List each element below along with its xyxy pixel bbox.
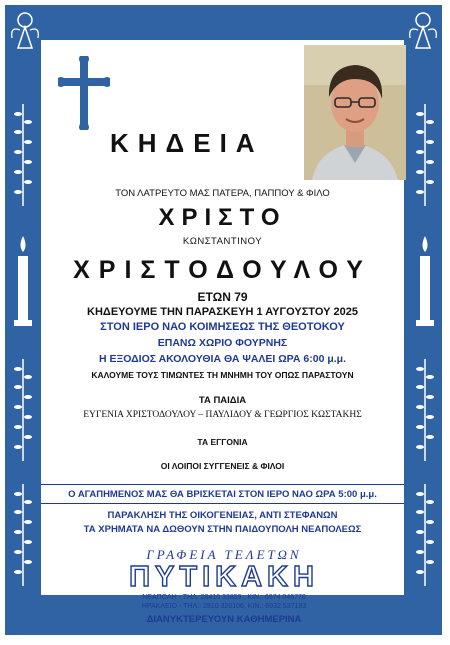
children-names: ΕΥΓΕΝΙΑ ΧΡΙΣΤΟΔΟΥΛΟΥ – ΠΑΥΛΙΔΟΥ & ΓΕΩΡΓΙΟΣ ΚΩΣΤΑΚΗΣ	[83, 410, 362, 420]
first-name: ΧΡΙΣΤΟ	[158, 204, 287, 231]
olive-branch-icon	[414, 355, 436, 465]
children-heading: ΤΑ ΠΑΙΔΙΑ	[198, 395, 247, 406]
invitation-line: ΚΑΛΟΥΜΕ ΤΟΥΣ ΤΙΜΩΝΤΕΣ ΤΗ ΜΝΗΜΗ ΤΟΥ ΟΠΩΣ ΠΑΡΑΣΤΟΥΝ	[91, 370, 354, 380]
subtitle: ΤΟΝ ΛΑΤΡΕΥΤΟ ΜΑΣ ΠΑΤΕΡΑ, ΠΑΠΠΟΥ & ΦΙΛΟ	[115, 188, 330, 199]
angel-icon	[8, 8, 42, 52]
village-name: ΕΠΑΝΩ ΧΩΡΙΟ ΦΟΥΡΝΗΣ	[157, 337, 288, 349]
grandchildren-line: ΤΑ ΕΓΓΟΝΙΑ	[197, 437, 248, 447]
agency-hours: ΔΙΑΝΥΚΤΕΡΕΥΟΥΝ ΚΑΘΗΜΕΡΙΝΑ	[146, 614, 302, 625]
olive-branch-icon	[414, 100, 436, 210]
agency-phone-neapoli: ΝΕΑΠΟΛΗ - ΤΗΛ. 28410 33859 , ΚΙΝ.: 6974 046770	[142, 594, 306, 601]
funeral-date: ΚΗΔΕΥΟΥΜΕ ΤΗΝ ΠΑΡΑΣΚΕΥΗ 1 ΑΥΓΟΥΣΤΟΥ 2025	[87, 306, 358, 318]
olive-branch-icon	[414, 480, 436, 590]
location-note: Ο ΑΓΑΠΗΜΕΝΟΣ ΜΑΣ ΘΑ ΒΡΙΣΚΕΤΑΙ ΣΤΟΝ ΙΕΡΟ ΝΑΟ ΩΡΑ 5:00 μ.μ.	[68, 489, 377, 500]
olive-branch-icon	[12, 480, 34, 590]
agency-name: ΠΥΤΙΚΑΚΗ	[129, 561, 319, 593]
divider	[41, 484, 404, 485]
agency-label: ΓΡΑΦΕΙΑ ΤΕΛΕΤΩΝ	[146, 547, 302, 562]
service-time: Η ΕΞΟΔΙΟΣ ΑΚΟΛΟΥΘΙΑ ΘΑ ΨΑΛΕΙ ΩΡΑ 6:00 μ.μ.	[98, 353, 347, 365]
family-request-line-1: ΠΑΡΑΚΛΗΣΗ ΤΗΣ ΟΙΚΟΓΕΝΕΙΑΣ, ΑΝΤΙ ΣΤΕΦΑΝΩΝ	[107, 510, 338, 521]
father-name: ΚΩΝΣΤΑΝΤΙΝΟΥ	[182, 236, 263, 247]
relatives-line: ΟΙ ΛΟΙΠΟΙ ΣΥΓΓΕΝΕΙΣ & ΦΙΛΟΙ	[160, 461, 285, 471]
divider	[41, 503, 404, 504]
cross-icon	[58, 56, 110, 130]
portrait-photo	[304, 45, 406, 180]
angel-icon	[406, 8, 440, 52]
olive-branch-icon	[12, 100, 34, 210]
olive-branch-icon	[12, 355, 34, 465]
church-name: ΣΤΟΝ ΙΕΡΟ ΝΑΟ ΚΟΙΜΗΣΕΩΣ ΤΗΣ ΘΕΟΤΟΚΟΥ	[100, 321, 345, 333]
family-request-line-2: ΤΑ ΧΡΗΜΑΤΑ ΝΑ ΔΩΘΟΥΝ ΣΤΗΝ ΠΑΙΔΟΥΠΟΛΗ ΝΕΑΠΟΛΕΩΣ	[83, 524, 362, 535]
last-name: ΧΡΙΣΤΟΔΟΥΛΟΥ	[73, 256, 372, 284]
candle-icon	[10, 232, 36, 332]
notice-title: ΚΗΔΕΙΑ	[110, 128, 264, 158]
age: ΕΤΩΝ 79	[197, 290, 248, 304]
funeral-agency	[88, 547, 360, 631]
candle-icon	[412, 232, 438, 332]
agency-phone-heraklion: ΗΡΑΚΛΕΙΟ - ΤΗΛ.: 2810 320106, ΚΙΝ.: 6932 537193	[141, 603, 307, 610]
